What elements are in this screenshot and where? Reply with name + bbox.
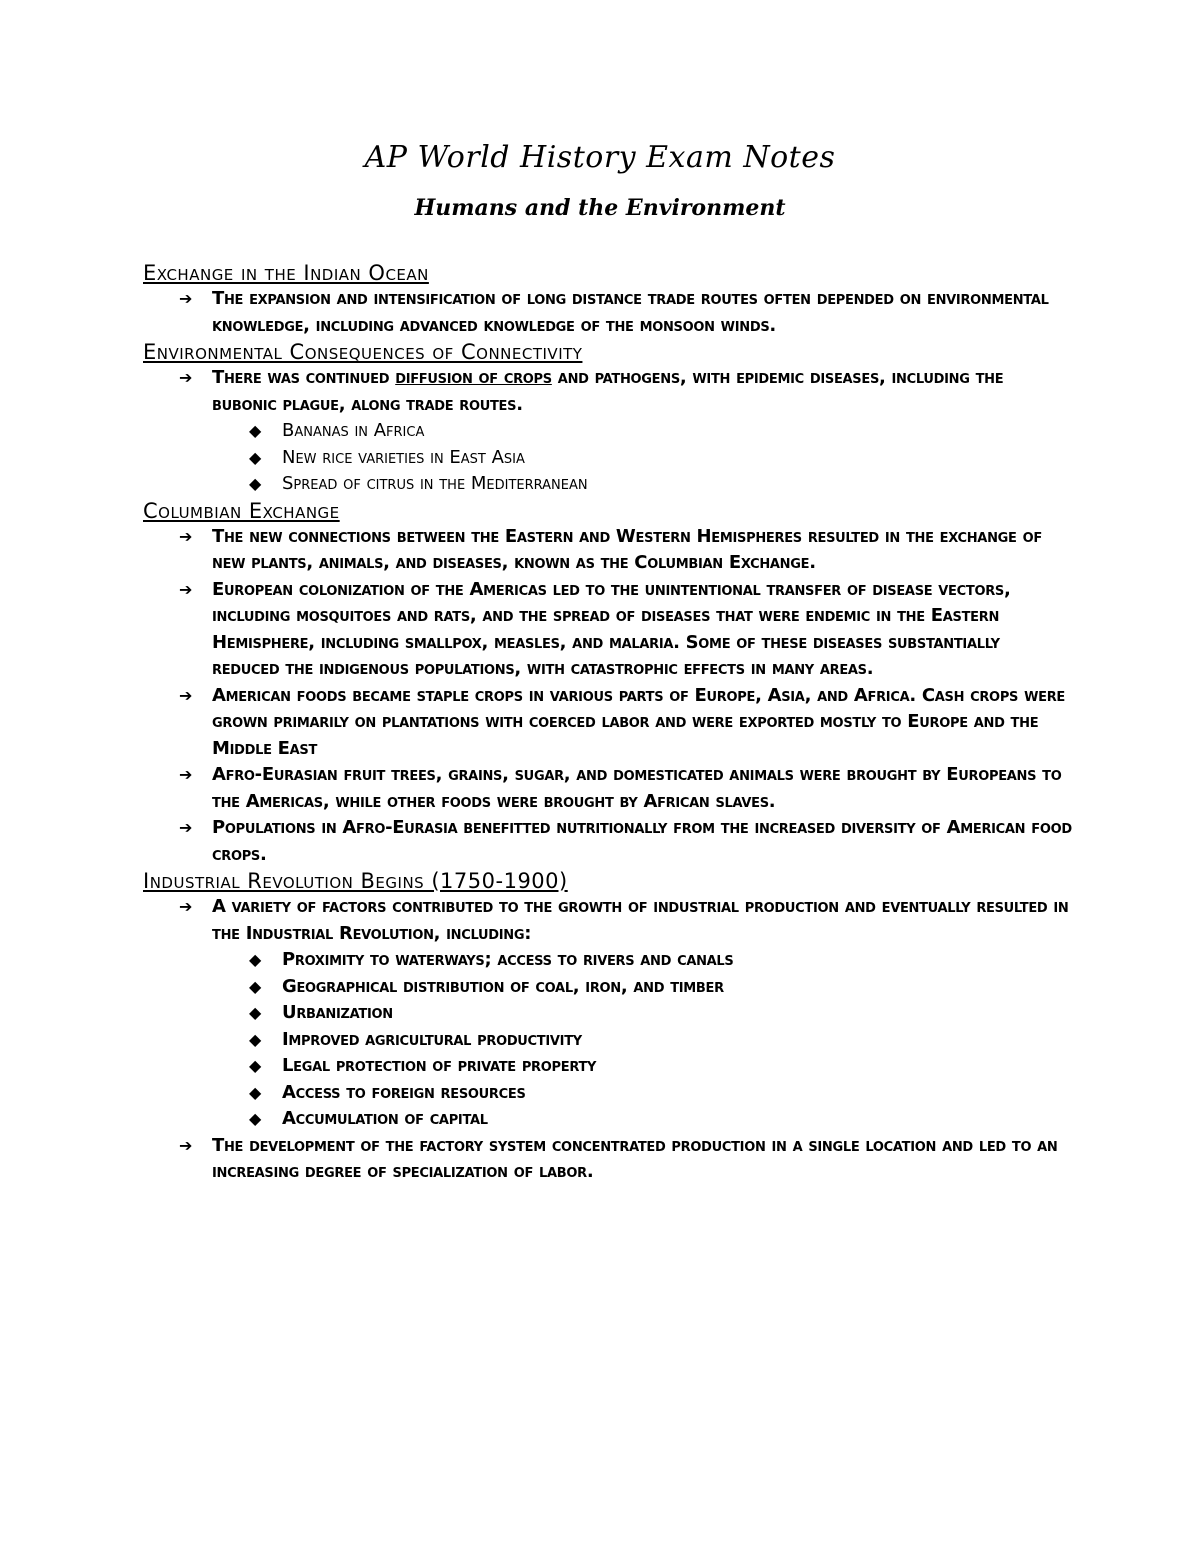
- diamond-bullet-icon: ◆: [249, 421, 262, 440]
- arrow-bullet-icon: ➔: [179, 765, 193, 784]
- bullet-item: ➔ Populations in Afro-Eurasia benefitted nutritionally from the increased diversity of American food crops.: [179, 817, 1072, 865]
- sub-item: ◆ Spread of citrus in the Mediterranean: [143, 471, 1073, 498]
- diamond-bullet-icon: ◆: [249, 1056, 262, 1075]
- notes-content: [143, 260, 1073, 1186]
- sub-item: ◆ Urbanization: [143, 1000, 1073, 1027]
- page-title: AP World History Exam Notes: [364, 140, 836, 175]
- arrow-bullet-icon: ➔: [179, 1135, 193, 1155]
- bullet-item: ➔ The new connections between the Eastern and Western Hemispheres resulted in the exchange of new plants, animals, and diseases, known as the Columbian Exchange.: [179, 525, 1042, 573]
- diamond-bullet-icon: ◆: [249, 1029, 262, 1049]
- bullet-item: ➔ The development of the factory system concentrated production in a single location and led to an increasing degree of specialization of labor.: [179, 1134, 1058, 1182]
- sub-item: ◆ Proximity to waterways; access to rivers and canals: [143, 947, 1073, 974]
- diamond-bullet-icon: ◆: [249, 950, 262, 969]
- bullet-item: ➔ European colonization of the Americas led to the unintentional transfer of disease vectors, including mosquitoes and rats, and the spread of diseases that were endemic in the Eastern Hemisphere, including smallpox, measles, and malaria. Some of these diseases substantially reduced the indigenous populations, with catastrophic effects in many areas.: [179, 578, 1011, 679]
- sub-item: ◆ Access to foreign resources: [143, 1080, 1073, 1107]
- sub-item: ◆ Improved agricultural productivity: [143, 1027, 1073, 1054]
- underlined-phrase: diffusion of crops: [395, 367, 552, 388]
- diamond-bullet-icon: ◆: [249, 976, 262, 996]
- arrow-bullet-icon: ➔: [179, 526, 193, 546]
- arrow-bullet-icon: ➔: [179, 685, 193, 705]
- diamond-bullet-icon: ◆: [249, 447, 262, 467]
- arrow-bullet-icon: ➔: [179, 289, 193, 308]
- sub-item: ◆ New rice varieties in East Asia: [143, 445, 1073, 472]
- diamond-bullet-icon: ◆: [249, 474, 262, 493]
- bullet-item: ➔ The expansion and intensification of long distance trade routes often depended on environmental knowledge, including advanced knowledge of the monsoon winds.: [179, 288, 1049, 336]
- arrow-bullet-icon: ➔: [179, 818, 193, 837]
- section-heading-industrial-revolution: Industrial Revolution Begins (1750-1900): [143, 869, 568, 893]
- section-heading-indian-ocean: Exchange in the Indian Ocean: [143, 261, 429, 285]
- page-subtitle: Humans and the Environment: [414, 195, 786, 221]
- bullet-item: ➔ American foods became staple crops in various parts of Europe, Asia, and Africa. Cash crops were grown primarily on plantations with coerced labor and were exported mostly to Europe and the Middle East: [179, 684, 1065, 759]
- sub-item: ◆ Legal protection of private property: [143, 1053, 1073, 1080]
- arrow-bullet-icon: ➔: [179, 897, 193, 916]
- section-heading-columbian-exchange: Columbian Exchange: [143, 498, 340, 523]
- diamond-bullet-icon: ◆: [249, 1082, 262, 1102]
- bullet-item: ➔ There was continued diffusion of crops and pathogens, with epidemic diseases, including the bubonic plague, along trade routes.: [179, 367, 1004, 415]
- bullet-item: ➔ A variety of factors contributed to the growth of industrial production and eventually resulted in the Industrial Revolution, including:: [179, 896, 1069, 944]
- sub-item: ◆ Accumulation of capital: [143, 1106, 1073, 1133]
- arrow-bullet-icon: ➔: [179, 579, 193, 599]
- arrow-bullet-icon: ➔: [179, 368, 193, 387]
- sub-item: ◆ Geographical distribution of coal, iron, and timber: [143, 974, 1073, 1001]
- bullet-item: ➔ Afro-Eurasian fruit trees, grains, sugar, and domesticated animals were brought by Europeans to the Americas, while other foods were brought by African slaves.: [179, 764, 1062, 812]
- sub-item: ◆ Bananas in Africa: [143, 418, 1073, 445]
- diamond-bullet-icon: ◆: [249, 1109, 262, 1128]
- section-heading-environmental-consequences: Environmental Consequences of Connectivity: [143, 340, 583, 364]
- diamond-bullet-icon: ◆: [249, 1003, 262, 1022]
